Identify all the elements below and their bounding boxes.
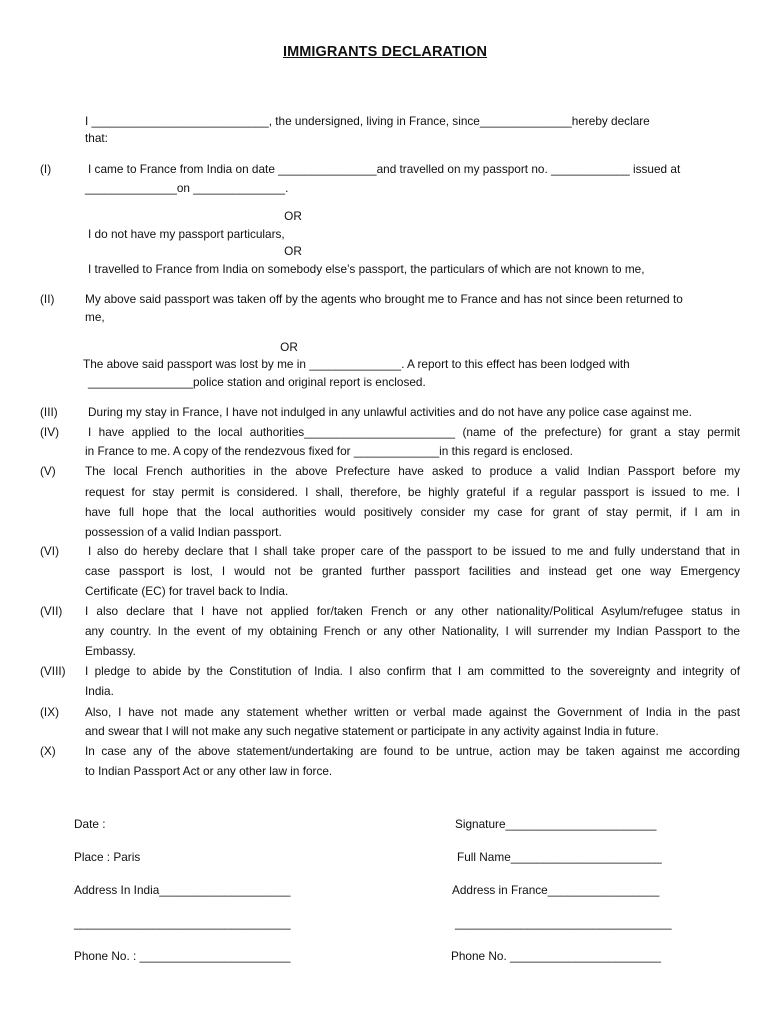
date-field-label: Date :	[74, 817, 106, 831]
intro-line-1: I ___________________________, the undersigned, living in France, since______________hereby declare	[85, 114, 650, 128]
item-4-line-1: I have applied to the local authorities_______________________ (name of the prefecture) for grant a stay permit	[88, 425, 740, 439]
phone-field-left: Phone No. : _______________________	[74, 949, 291, 963]
item-8-line-2: India.	[85, 684, 114, 698]
item-1-alt-1: I do not have my passport particulars,	[88, 227, 285, 241]
item-1-line-1: I came to France from India on date _______________and travelled on my passport no. ____________ issued at	[88, 162, 681, 176]
item-9-line-2: and swear that I will not make any such negative statement or participate in any activity against India in future.	[85, 724, 659, 738]
item-number-1: (I)	[40, 162, 52, 176]
item-3-line-1: During my stay in France, I have not indulged in any unlawful activities and do not have any police case against me.	[88, 405, 692, 419]
item-5-line-1: The local French authorities in the above Prefecture have asked to produce a valid Indian Passport before my	[85, 464, 740, 478]
address-france-line-2: _________________________________	[455, 916, 672, 930]
item-5-line-3: have full hope that the local authorities would positively consider my case for grant of stay permit, if I am in	[85, 505, 740, 519]
item-number-10: (X)	[40, 744, 56, 758]
item-number-3: (III)	[40, 405, 58, 419]
item-7-line-2: any country. In the event of my obtaining French or any other Nationality, I will surrender my Indian Passport to the	[85, 624, 740, 638]
item-7-line-3: Embassy.	[85, 644, 136, 658]
item-1-line-2: ______________on ______________.	[85, 181, 289, 195]
signature-field: Signature_______________________	[455, 817, 657, 831]
item-6-line-1: I also do hereby declare that I shall take proper care of the passport to be issued to me and fully understand that in	[88, 544, 740, 558]
item-number-8: (VIII)	[40, 664, 66, 678]
item-5-line-2: request for stay permit is considered. I shall, therefore, be highly grateful if a regular passport is issued to me. I	[85, 485, 740, 499]
or-separator: OR	[284, 244, 302, 258]
intro-line-2: that:	[85, 131, 108, 145]
item-6-line-2: case passport is lost, I would not be granted further passport facilities and instead get one way Emergency	[85, 564, 740, 578]
place-field: Place : Paris	[74, 850, 141, 864]
item-2-alt-line-2: ________________police station and original report is enclosed.	[88, 375, 426, 389]
full-name-field: Full Name_______________________	[457, 850, 662, 864]
address-france-field: Address in France_________________	[452, 883, 660, 897]
item-number-6: (VI)	[40, 544, 60, 558]
page-title: IMMIGRANTS DECLARATION	[282, 44, 488, 60]
item-1-alt-2: I travelled to France from India on somebody else’s passport, the particulars of which are not known to me,	[88, 262, 645, 276]
or-separator: OR	[280, 340, 298, 354]
item-2-alt-line-1: The above said passport was lost by me in ______________. A report to this effect has been lodged with	[83, 357, 630, 371]
item-4-line-2: in France to me. A copy of the rendezvous fixed for _____________in this regard is enclosed.	[85, 444, 573, 458]
item-2-line-1: My above said passport was taken off by the agents who brought me to France and has not since been returned to	[85, 292, 683, 306]
item-5-line-4: possession of a valid Indian passport.	[85, 525, 282, 539]
address-india-line-2: _________________________________	[74, 916, 291, 930]
item-9-line-1: Also, I have not made any statement whether written or verbal made against the Government of India in the past	[85, 705, 740, 719]
item-number-2: (II)	[40, 292, 55, 306]
item-2-line-2: me,	[85, 310, 105, 324]
item-10-line-2: to Indian Passport Act or any other law in force.	[85, 764, 333, 778]
item-number-7: (VII)	[40, 604, 63, 618]
item-7-line-1: I also declare that I have not applied for/taken French or any other nationality/Political Asylum/refugee status in	[85, 604, 740, 618]
phone-field-right: Phone No. _______________________	[451, 949, 661, 963]
item-6-line-3: Certificate (EC) for travel back to India.	[85, 584, 289, 598]
item-8-line-1: I pledge to abide by the Constitution of India. I also confirm that I am committed to the sovereignty and integrity of	[85, 664, 740, 678]
item-number-5: (V)	[40, 464, 56, 478]
address-india-field: Address In India____________________	[74, 883, 291, 897]
item-number-9: (IX)	[40, 705, 60, 719]
item-10-line-1: In case any of the above statement/undertaking are found to be untrue, action may be taken against me according	[85, 744, 740, 758]
item-number-4: (IV)	[40, 425, 60, 439]
or-separator: OR	[284, 209, 302, 223]
